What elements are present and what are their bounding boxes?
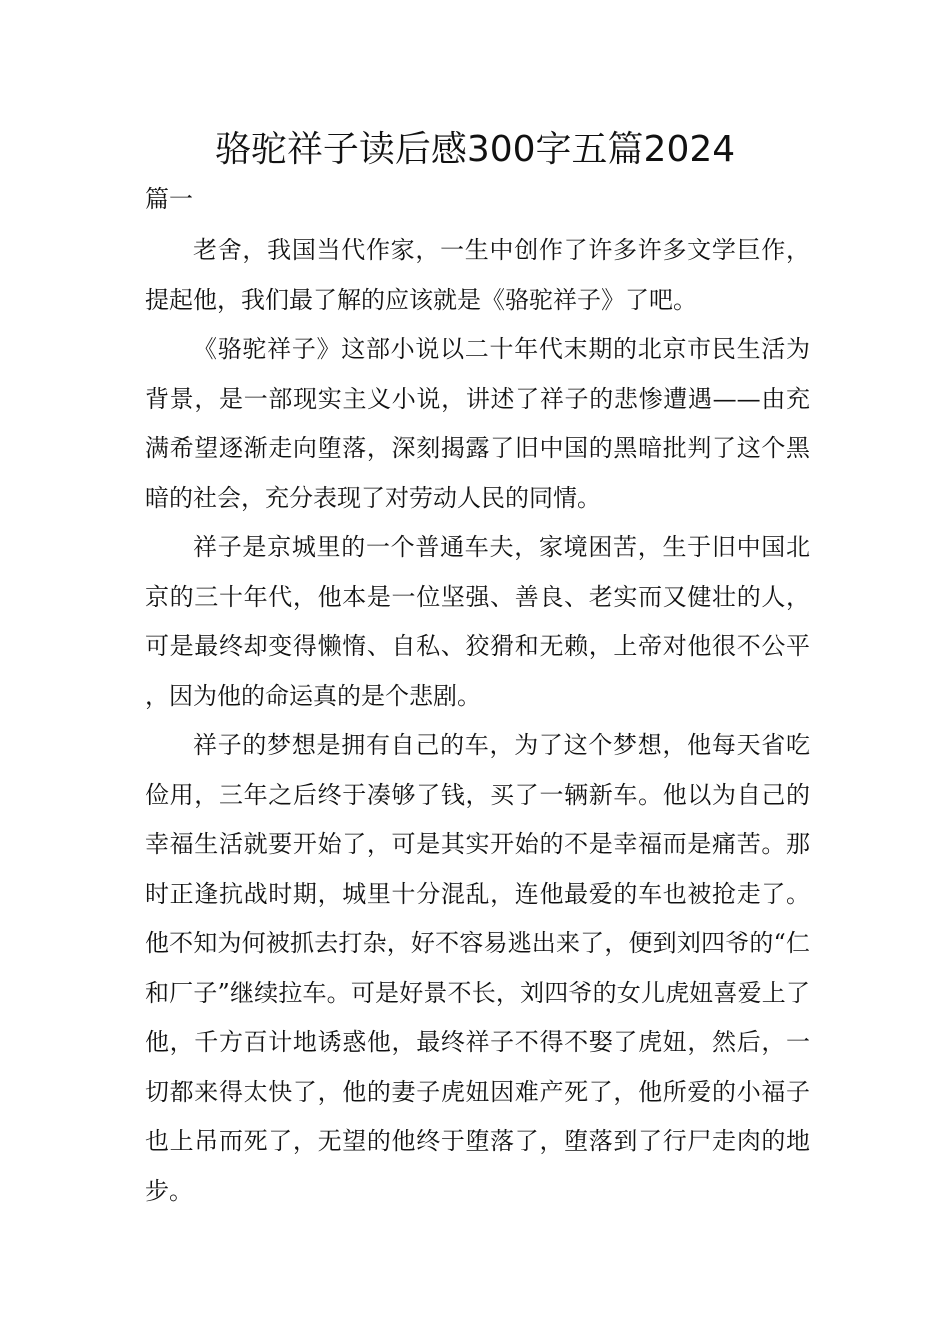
section-label: 篇一: [145, 185, 193, 213]
paragraph-4: 祥子的梦想是拥有自己的车，为了这个梦想，他每天省吃俭用，三年之后终于凑够了钱，买了一辆新车。他以为自己的幸福生活就要开始了，可是其实开始的不是幸福而是痛苦。那时正逢抗战时期，城里十分混乱，连他最爱的车也被抢走了。他不知为何被抓去打杂，好不容易逃出来了，便到刘四爷的“仁和厂子”继续拉车。可是好景不长，刘四爷的女儿虎妞喜爱上了他，千方百计地诱惑他，最终祥子不得不娶了虎妞，然后，一切都来得太快了，他的妻子虎妞因难产死了，他所爱的小福子也上吊而死了，无望的他终于堕落了，堕落到了行尸走肉的地步。: [145, 731, 810, 1205]
paragraph-3: 祥子是京城里的一个普通车夫，家境困苦，生于旧中国北京的三十年代，他本是一位坚强、善良、老实而又健壮的人，可是最终却变得懒惰、自私、狡猾和无赖，上帝对他很不公平，因为他的命运真的是个悲剧。: [145, 533, 810, 710]
paragraph-1: 老舍，我国当代作家，一生中创作了许多许多文学巨作，提起他，我们最了解的应该就是《骆驼祥子》了吧。: [145, 236, 810, 314]
document-title: 骆驼祥子读后感300字五篇2024: [214, 129, 736, 170]
document-body: [145, 226, 810, 1216]
paragraph-2: 《骆驼祥子》这部小说以二十年代末期的北京市民生活为背景，是一部现实主义小说，讲述了祥子的悲惨遭遇——由充满希望逐渐走向堕落，深刻揭露了旧中国的黑暗批判了这个黑暗的社会，充分表现了对劳动人民的同情。: [145, 335, 810, 512]
